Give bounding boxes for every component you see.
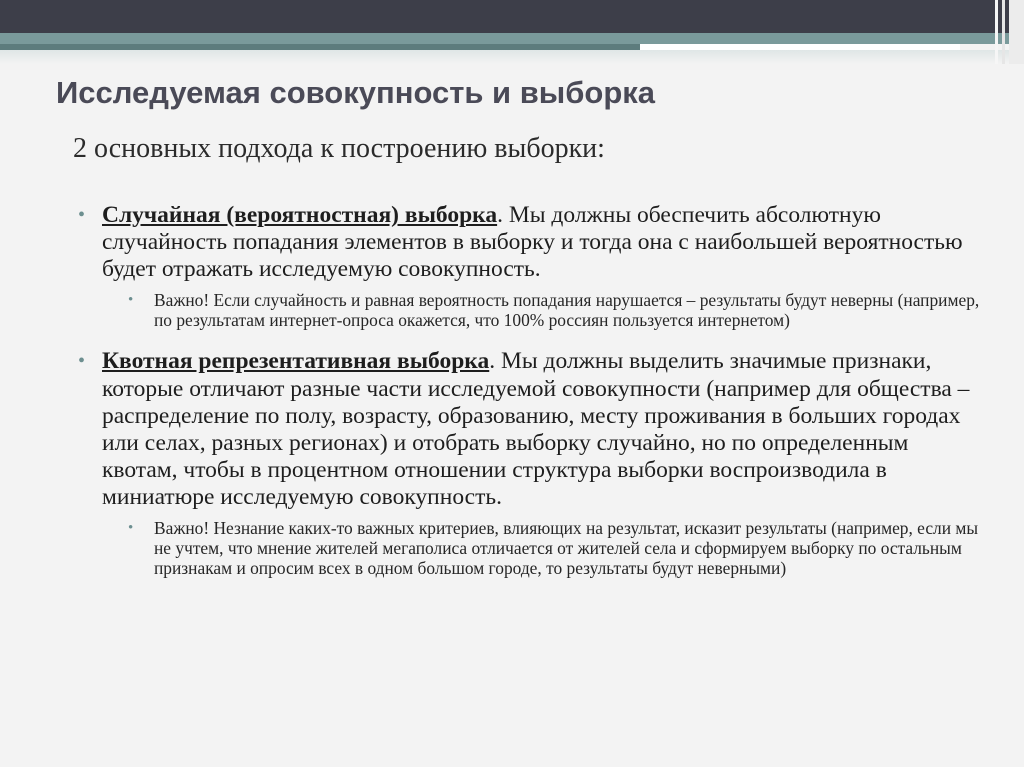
slide-title: Исследуемая совокупность и выборка (56, 75, 656, 110)
bullet-text: . Мы должны выделить значимые признаки, которые отличают разные части исследуемой совокупности (например для общества – распределение по полу, возрасту, образованию, месту проживания в больших городах или селах, разных регионах) и отобрать выборку случайно, но по определенным квотам, чтобы в процентном отношении структура выборки воспроизводила в миниатюре исследуемую совокупность. (102, 348, 970, 511)
bullet-icon: • (78, 204, 86, 226)
spacer (78, 330, 988, 348)
header-corner-stripe (1002, 0, 1005, 64)
sub-bullet-icon: • (128, 291, 134, 308)
header-corner-stripe (995, 0, 998, 64)
sub-bullet-text: Важно! Если случайность и равная вероятность попадания нарушается – результаты будут неверны (например, по результатам интернет-опроса окажется, что 100% россиян пользуется интернетом) (154, 289, 980, 331)
bullet-item (78, 202, 988, 284)
slide-subtitle: 2 основных подхода к построению выборки: (73, 133, 605, 164)
sub-bullet-item (128, 518, 988, 579)
sub-bullet-icon: • (128, 519, 134, 536)
bullet-item (78, 348, 988, 511)
header-bar-dark (0, 0, 1024, 33)
header-bar-fade (0, 50, 1024, 64)
sub-bullet-item (128, 290, 988, 331)
header-bar-teal (0, 33, 1024, 44)
bullet-icon: • (78, 350, 86, 373)
bullet-heading: Квотная репрезентативная выборка (102, 348, 490, 375)
slide-content (78, 202, 988, 579)
bullet-heading: Случайная (вероятностная) выборка (102, 202, 498, 228)
header-corner-stripe (1009, 0, 1024, 64)
bullet-text: . Мы должны обеспечить абсолютную случайность попадания элементов в выборку и тогда она с наибольшей вероятностью будет отражать исследуемую совокупность. (102, 202, 963, 283)
sub-bullet-text: Важно! Незнание каких-то важных критериев, влияющих на результат, исказит результаты (например, если мы не учтем, что мнение жителей мегаполиса отличается от жителей села и сформируем выборку по остальным признакам и опросим всех в одном большом городе, то результаты будут неверными) (154, 517, 979, 579)
